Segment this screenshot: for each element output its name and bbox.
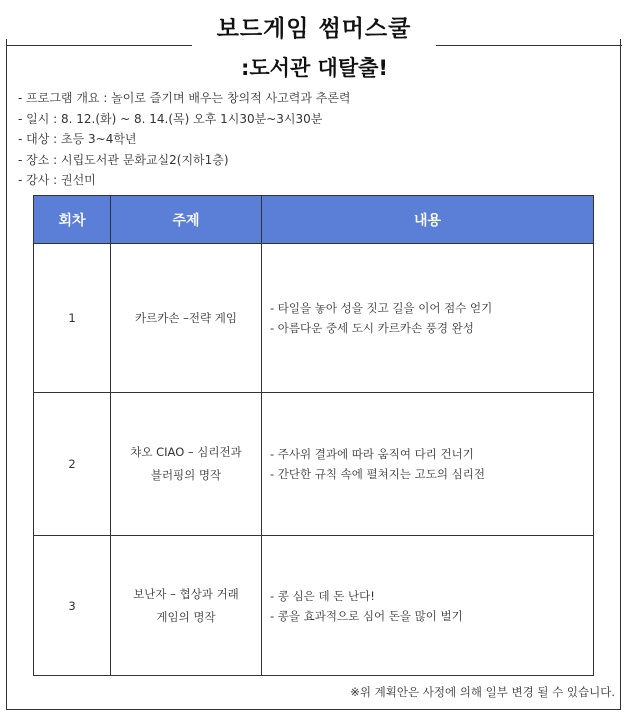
topic-line: 보난자 – 협상과 거래 <box>133 586 239 601</box>
header-content: 내용 <box>262 196 594 244</box>
page-subtitle: :도서관 대탈출! <box>240 56 388 80</box>
overview-date: - 일시 : 8. 12.(화) ~ 8. 14.(목) 오후 1시30분~3시30분 <box>18 111 323 126</box>
header-session: 회차 <box>34 196 111 244</box>
overview-instructor: - 강사 : 권선미 <box>18 173 96 187</box>
content-item: - 주사위 결과에 따라 움직여 다리 건너기 <box>270 447 474 461</box>
topic-line: 게임의 명작 <box>156 609 216 624</box>
topic-line: 카르카손 –전략 게임 <box>135 310 237 325</box>
content-item: - 콩을 효과적으로 심어 돈을 많이 벌기 <box>270 608 463 623</box>
topic-line: 챠오 CIAO – 심리전과 <box>130 445 242 459</box>
change-notice: ※위 계획안은 사정에 의해 일부 변경 될 수 있습니다. <box>350 685 615 699</box>
session-content <box>262 393 594 536</box>
program-overview <box>18 88 351 191</box>
session-number: 1 <box>34 244 111 393</box>
page-title: 보드게임 썸머스쿨 <box>216 16 412 42</box>
session-number: 3 <box>34 536 111 676</box>
overview-location: - 장소 : 시립도서관 문화교실2(지하1층) <box>18 152 229 167</box>
overview-target: - 대상 : 초등 3~4학년 <box>18 132 137 146</box>
session-topic <box>111 393 262 536</box>
content-item: - 콩 심은 데 돈 난다! <box>270 588 375 603</box>
schedule-table <box>33 195 594 676</box>
overview-description: - 프로그램 개요 : 놀이로 즐기며 배우는 창의적 사고력과 추론력 <box>18 91 351 105</box>
topic-line: 블러핑의 명작 <box>150 468 222 482</box>
session-topic <box>111 244 262 393</box>
table-row <box>34 536 594 676</box>
content-item: - 타일을 놓아 성을 짓고 길을 이어 점수 얻기 <box>270 301 493 315</box>
session-topic <box>111 536 262 676</box>
content-item: - 간단한 규칙 속에 펼쳐지는 고도의 심리전 <box>270 467 485 481</box>
session-number: 2 <box>34 393 111 536</box>
table-row <box>34 244 594 393</box>
table-header-row <box>34 196 594 244</box>
header-topic: 주제 <box>111 196 262 244</box>
session-content <box>262 244 594 393</box>
session-content <box>262 536 594 676</box>
table-row <box>34 393 594 536</box>
content-item: - 아름다운 중세 도시 카르카손 풍경 완성 <box>270 321 474 335</box>
